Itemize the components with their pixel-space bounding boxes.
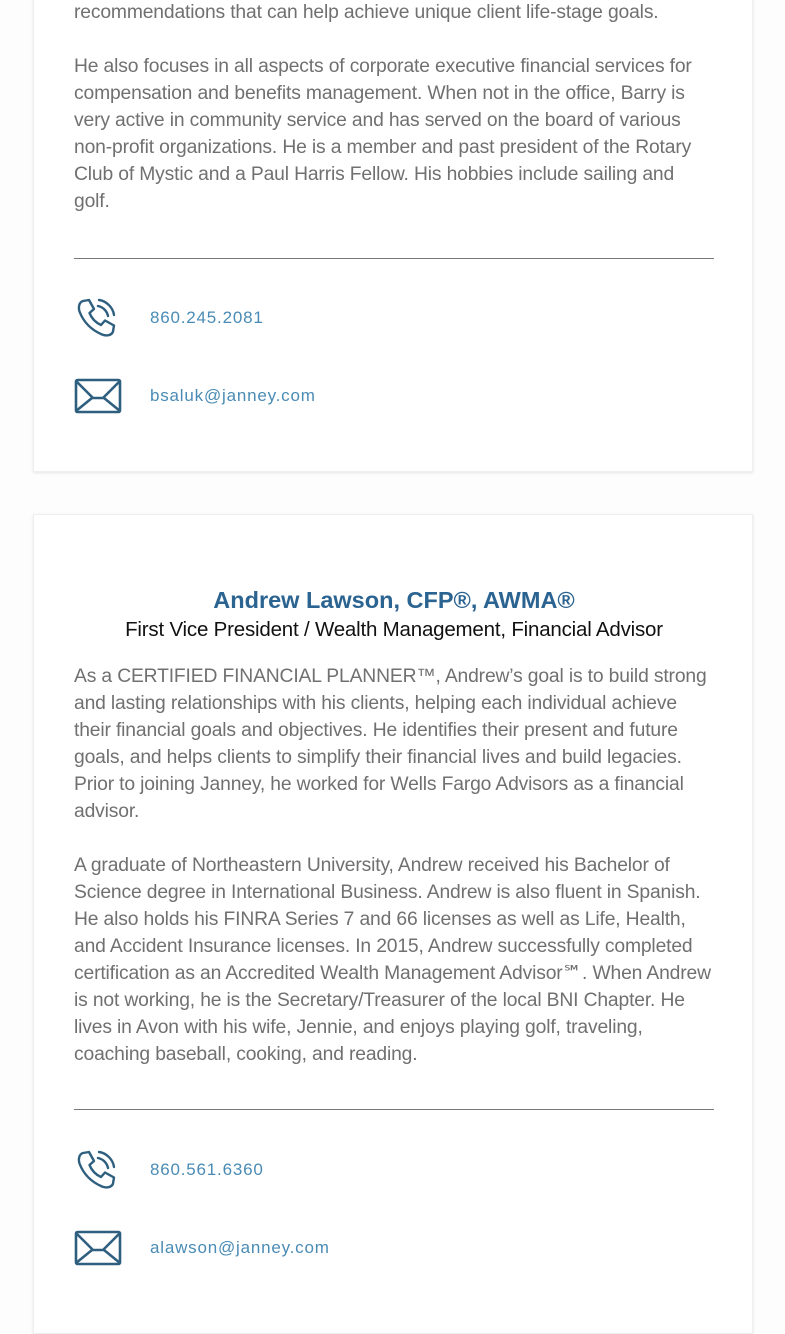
advisor-bio xyxy=(74,663,714,1068)
envelope-icon xyxy=(74,1225,126,1271)
email-row xyxy=(74,373,316,419)
email-link[interactable]: bsaluk@janney.com xyxy=(150,386,316,405)
envelope-icon xyxy=(74,373,126,419)
phone-row xyxy=(74,1147,264,1193)
divider xyxy=(74,258,714,259)
divider xyxy=(74,1109,714,1110)
phone-icon xyxy=(74,1147,126,1193)
advisor-name: Andrew Lawson, CFP®, AWMA® xyxy=(213,587,575,613)
email-row xyxy=(74,1225,330,1271)
phone-link[interactable]: 860.561.6360 xyxy=(150,1160,264,1179)
phone-icon xyxy=(74,295,126,341)
advisor-title: First Vice President / Wealth Management, Financial Advisor xyxy=(125,618,663,641)
email-link[interactable]: alawson@janney.com xyxy=(150,1238,330,1257)
advisor-card-andrew-lawson xyxy=(33,514,753,1334)
advisor-card-barry xyxy=(33,0,753,472)
bio-paragraph: As a CERTIFIED FINANCIAL PLANNER™, Andrew’s goal is to build strong and lasting relationships with his clients, helping each individual achieve their financial goals and objectives. He identifies their present and future goals, and helps clients to simplify their financial lives and build legacies. Prior to joining Janney, he worked for Wells Fargo Advisors as a financial advisor. xyxy=(74,666,707,822)
advisor-bio xyxy=(74,0,714,215)
bio-paragraph: recommendations that can help achieve unique client life-stage goals. xyxy=(74,2,659,23)
phone-link[interactable]: 860.245.2081 xyxy=(150,308,264,327)
phone-row xyxy=(74,295,264,341)
bio-paragraph: He also focuses in all aspects of corporate executive financial services for compensation and benefits management. When not in the office, Barry is very active in community service and has served on the board of various non-profit organizations. He is a member and past president of the Rotary Club of Mystic and a Paul Harris Fellow. His hobbies include sailing and golf. xyxy=(74,56,692,212)
bio-paragraph: A graduate of Northeastern University, Andrew received his Bachelor of Science degree in International Business. Andrew is also fluent in Spanish. He also holds his FINRA Series 7 and 66 licenses as well as Life, Health, and Accident Insurance licenses. In 2015, Andrew successfully completed certification as an Accredited Wealth Management Advisor℠. When Andrew is not working, he is the Secretary/Treasurer of the local BNI Chapter. He lives in Avon with his wife, Jennie, and enjoys playing golf, traveling, coaching baseball, cooking, and reading. xyxy=(74,855,711,1065)
